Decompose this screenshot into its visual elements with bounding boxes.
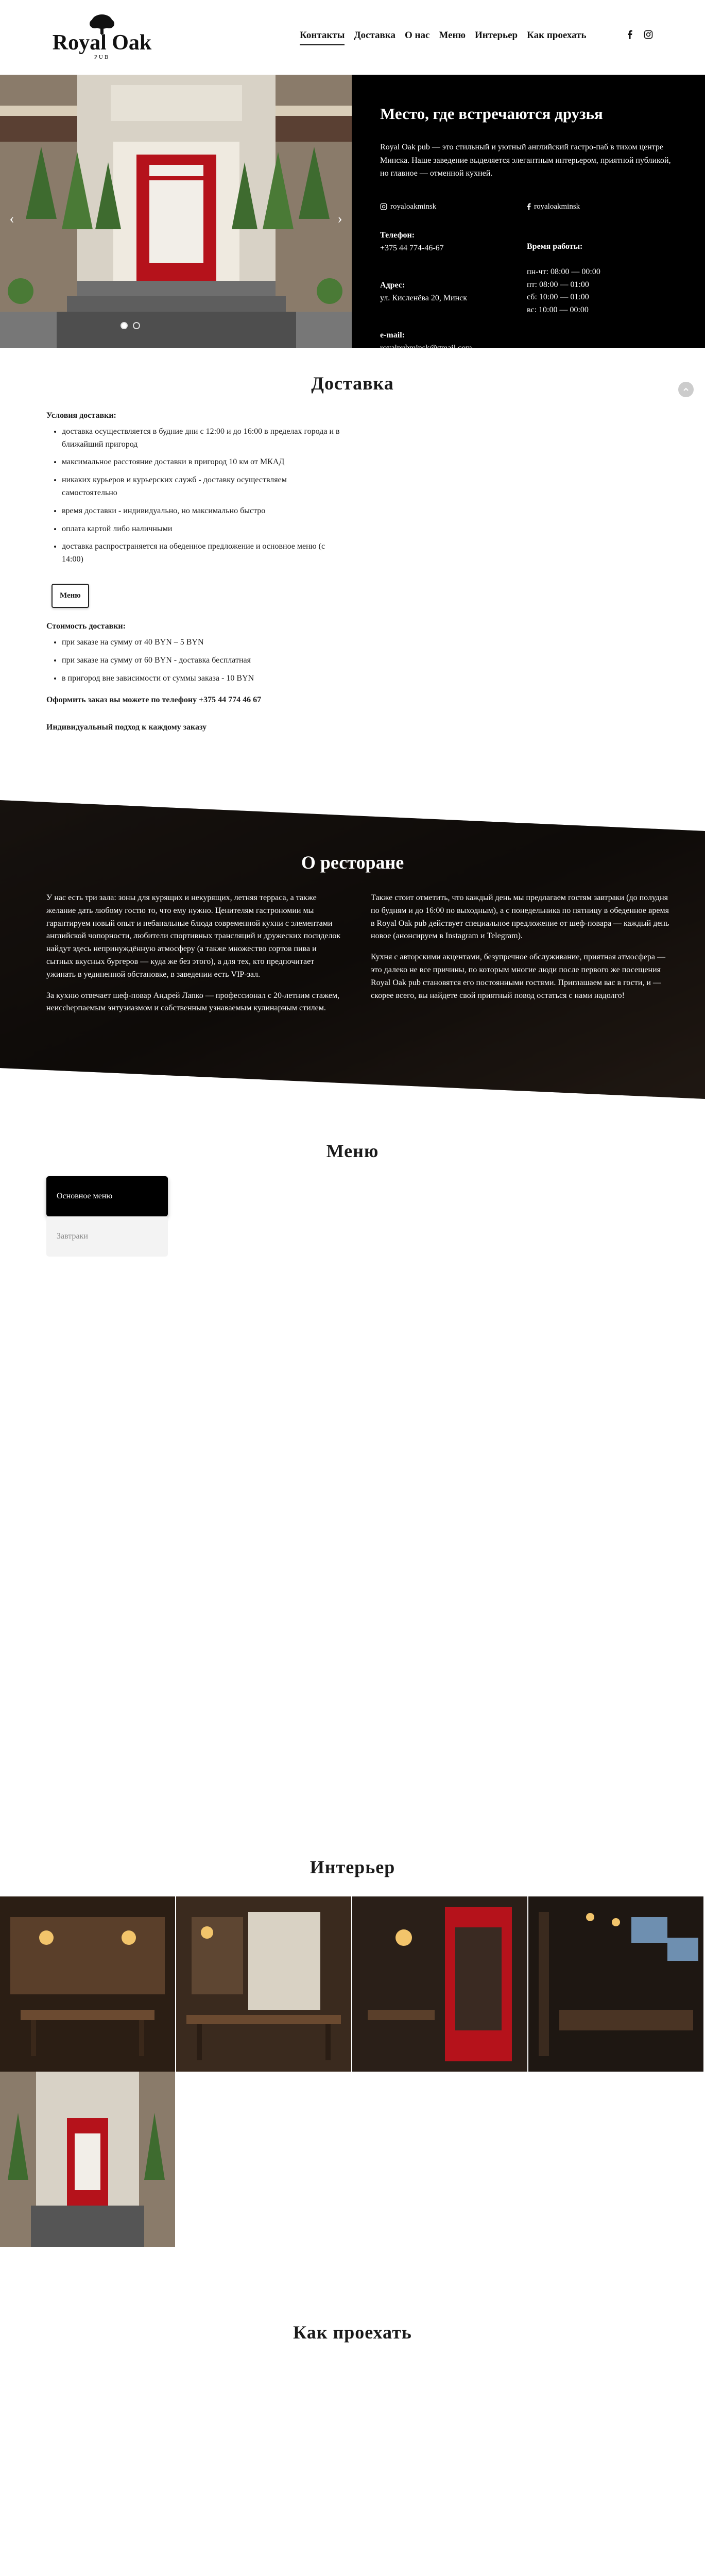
svg-text:PUB: PUB [94, 54, 110, 60]
phone-block [380, 229, 527, 267]
facebook-icon[interactable] [625, 30, 634, 39]
gallery-image[interactable] [528, 1896, 703, 2072]
list-item: • при заказе на сумму от 60 BYN - доставка бесплатная [62, 654, 340, 667]
gallery-image[interactable] [0, 2072, 175, 2247]
hours-line: пн-чт: 08:00 — 00:00 [527, 267, 600, 276]
delivery-title: Доставка [311, 373, 394, 394]
slider-dot[interactable] [121, 322, 128, 329]
site-header [0, 0, 705, 75]
nav-delivery[interactable]: Доставка [354, 30, 396, 41]
email-label: e-mail: [380, 331, 405, 340]
delivery-section [0, 348, 705, 779]
about-paragraph: За кухню отвечает шеф-повар Андрей Лапко — профессионал с 20-летним стажем, неисchерпаемым энтузиазмом и собственным узнаваемым кулинарным стилем. [46, 991, 340, 1013]
list-item: • время доставки - индивидуально, но максимально быстро [62, 505, 340, 518]
conditions-list [62, 426, 340, 566]
address-block [380, 279, 527, 317]
slider-next-icon[interactable]: › [337, 211, 342, 227]
individual-approach-text: Индивидуальный подход к каждому заказу [46, 723, 207, 732]
phone-label: Телефон: [380, 231, 415, 240]
nav-interior[interactable]: Интерьер [474, 30, 518, 41]
order-phone-text: Оформить заказ вы можете по телефону +375 44 774 46 67 [46, 696, 262, 705]
instagram-link[interactable] [380, 201, 527, 213]
cost-label: Стоимость доставки: [46, 622, 126, 631]
address-label: Адрес: [380, 281, 405, 290]
interior-title: Интерьер [309, 1857, 396, 1877]
facebook-link[interactable] [527, 201, 666, 213]
nav-contacts[interactable]: Контакты [300, 30, 345, 45]
slider-dots [121, 322, 140, 329]
royal-oak-logo[interactable] [45, 12, 159, 61]
instagram-icon[interactable] [644, 30, 653, 39]
tab-breakfast[interactable]: Завтраки [46, 1216, 168, 1257]
slider-dot[interactable] [133, 322, 140, 329]
about-section [0, 800, 705, 1099]
facebook-handle: royaloakminsk [534, 202, 580, 211]
hero-section [0, 75, 705, 352]
hours-block [527, 241, 666, 317]
menu-section [0, 1099, 705, 1856]
hero-info [352, 75, 705, 352]
header-socials [625, 30, 653, 39]
phone-value[interactable]: +375 44 774-46-67 [380, 243, 444, 252]
hours-line: вс: 10:00 — 00:00 [527, 306, 589, 315]
main-nav [300, 30, 587, 45]
email-value[interactable]: royalpubminsk@gmail.com [380, 343, 472, 352]
interior-gallery [0, 1896, 705, 2247]
about-paragraph: Кухня с авторскими акцентами, безупречное обслуживание, приятная атмосфера — это далеко не все причины, по которым многие люди после первого же посещения Royal Oak pub становятся его постоянными гостями. Приглашаем вас в гости, и — скорее всего, вы найдете свой приятный повод остаться с нами надолго! [371, 953, 665, 1000]
contact-grid [380, 201, 679, 355]
cost-list [62, 636, 340, 685]
slider-prev-icon[interactable]: ‹ [9, 211, 14, 227]
hero-slider[interactable] [0, 75, 352, 348]
about-paragraph: У нас есть три зала: зоны для курящих и некурящих, летняя терраса, а также желание дать любому гостю то, что ему нужно. Ценителям гастрономии мы гарантируем новый опыт и небанальные блюда современной кухни с элементами английской чопорности, любители спортивных трансляций и дружеских посиделок найдут здесь непринуждённую атмосферу (а также множество сортов пива и сытных вкусных бургеров — куда же без этого), а для тех, кто предпочитает ужинать в уединенной обстановке, в заведении есть VIP-зал. [46, 893, 341, 979]
hours-line: пт: 08:00 — 01:00 [527, 280, 589, 289]
about-column-left [46, 892, 345, 1023]
facebook-icon [527, 203, 531, 210]
interior-section [0, 1856, 705, 2247]
svg-text:Royal Oak: Royal Oak [52, 31, 152, 55]
delivery-body [46, 410, 340, 734]
about-columns [0, 892, 705, 1023]
hero-description: Royal Oak pub — это стильный и уютный английский гастро-паб в тихом центре Минска. Наше заведение выделяется элегантным интерьером, приятной публикой, но главное — отменной кухней. [380, 143, 671, 178]
gallery-image[interactable] [176, 1896, 351, 2072]
instagram-handle: royaloakminsk [390, 202, 437, 211]
menu-tabs [46, 1176, 168, 1257]
tab-main-menu[interactable]: Основное меню [46, 1176, 168, 1216]
list-item: • никаких курьеров и курьерских служб - доставку осуществляем самостоятельно [62, 474, 340, 500]
directions-title: Как проехать [293, 2322, 412, 2343]
list-item: • максимальное расстояние доставки в пригород 10 км от МКАД [62, 456, 340, 469]
instagram-icon [380, 203, 387, 210]
gallery-image[interactable] [352, 1896, 527, 2072]
list-item: • доставка осуществляется в будние дни с 12:00 и до 16:00 в пределах города и в ближайший пригород [62, 426, 340, 451]
about-column-right [371, 892, 669, 1023]
storefront-photo [0, 75, 352, 348]
nav-about[interactable]: О нас [404, 30, 430, 41]
directions-section [0, 2247, 705, 2576]
hours-label: Время работы: [527, 242, 583, 251]
list-item: • оплата картой либо наличными [62, 523, 340, 536]
about-title: О ресторане [301, 852, 404, 873]
scroll-top-icon[interactable] [678, 382, 694, 397]
gallery-image[interactable] [0, 1896, 175, 2072]
nav-menu[interactable]: Меню [439, 30, 466, 41]
conditions-label: Условия доставки: [46, 411, 116, 420]
hours-line: сб: 10:00 — 01:00 [527, 293, 589, 302]
nav-directions[interactable]: Как проехать [527, 30, 587, 41]
about-paragraph: Также стоит отметить, что каждый день мы предлагаем гостям завтраки (до полудня по будням и до 16:00 по выходным), а с понедельника по пятницу в обеденное время в Royal Oak pub действует специальное предложение от шеф-повара — каждый день новое (анонсируем в Instagram и Telegram). [371, 893, 669, 941]
address-value: ул. Кисленёва 20, Минск [380, 293, 468, 302]
delivery-menu-button[interactable]: Меню [51, 584, 89, 608]
menu-title: Меню [326, 1141, 379, 1161]
list-item: • при заказе на сумму от 40 BYN – 5 BYN [62, 636, 340, 649]
about-content [0, 852, 705, 1023]
list-item: • в пригород вне зависимости от суммы заказа - 10 BYN [62, 672, 340, 685]
list-item: • доставка распространяется на обеденное предложение и основное меню (с 14:00) [62, 540, 340, 566]
hero-title: Место, где встречаются друзья [380, 105, 603, 123]
